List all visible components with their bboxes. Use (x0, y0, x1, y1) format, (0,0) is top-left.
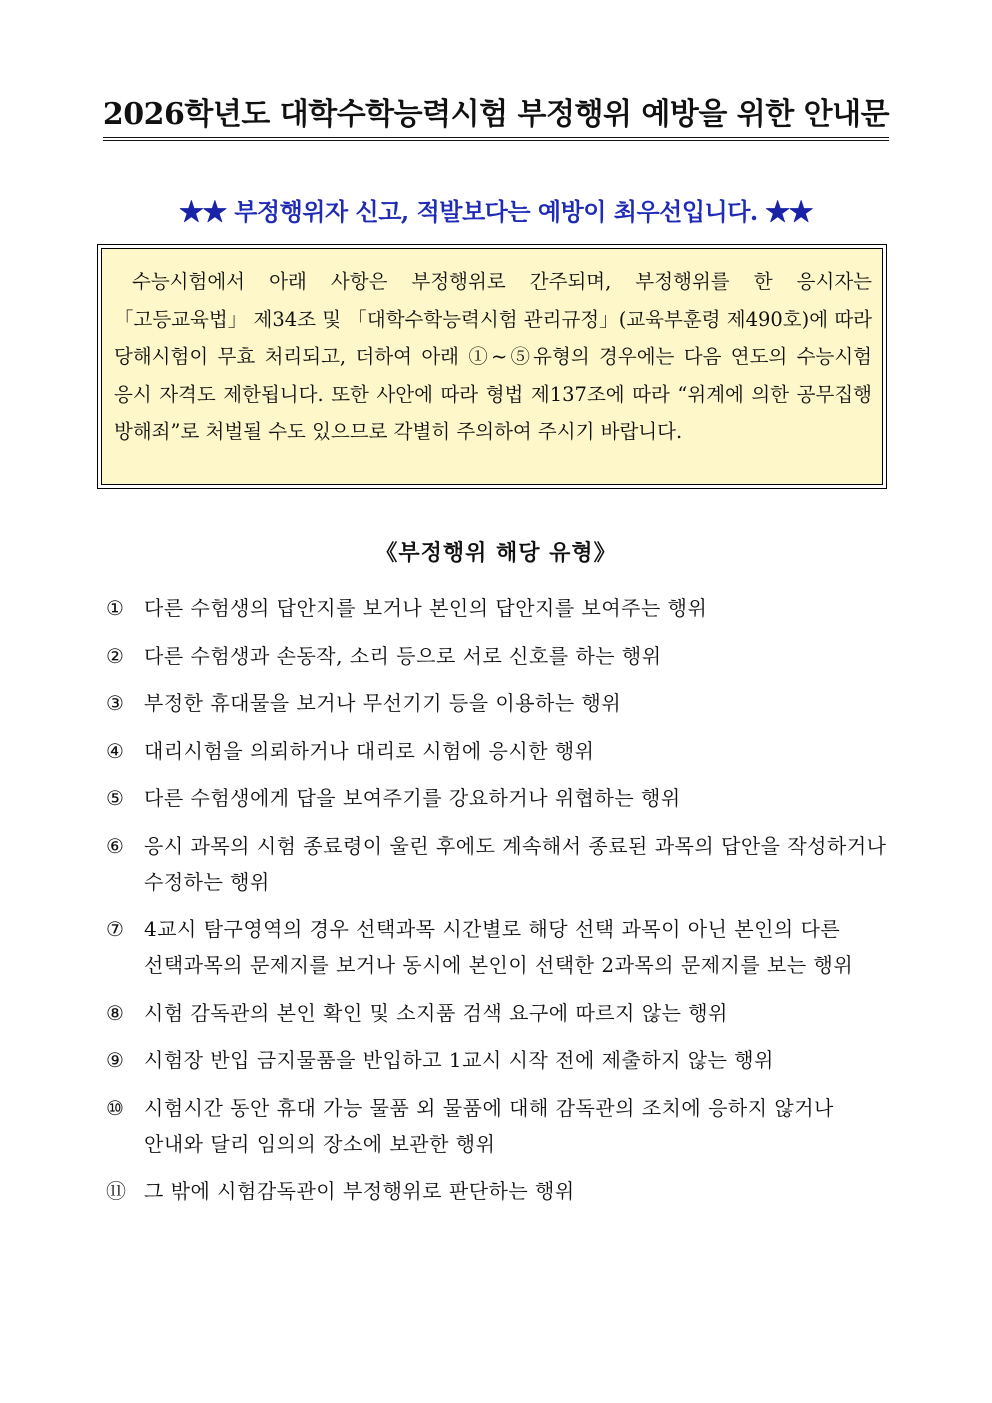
item-text: 부정한 휴대물을 보거나 무선기기 등을 이용하는 행위 (144, 691, 622, 715)
item-number: ⑧ (106, 1000, 125, 1025)
subtitle (0, 192, 992, 227)
item-text: 다른 수험생에게 답을 보여주기를 강요하거나 위협하는 행위 (144, 786, 681, 810)
list-item (106, 590, 898, 626)
notice-box-inner (101, 248, 883, 485)
list-item (106, 733, 898, 769)
list-item (106, 911, 898, 983)
document-title-block (0, 96, 992, 141)
item-number: ① (106, 596, 125, 620)
item-text: 4교시 탐구영역의 경우 선택과목 시간별로 해당 선택 과목이 아닌 본인의 다른 선택과목의 문제지를 보거나 동시에 본인이 선택한 2과목의 문제지를 보는 행위 (144, 917, 854, 977)
list-item (106, 995, 898, 1031)
star-icon-left: ★★ (179, 197, 227, 226)
list-item (106, 638, 898, 674)
item-number: ⑩ (106, 1095, 125, 1120)
item-text: 시험장 반입 금지물품을 반입하고 1교시 시작 전에 제출하지 않는 행위 (144, 1048, 774, 1072)
item-number: ⑥ (106, 833, 125, 858)
list-item (106, 1042, 898, 1078)
item-text: 그 밖에 시험감독관이 부정행위로 판단하는 행위 (144, 1179, 575, 1203)
item-number: ② (106, 643, 125, 668)
item-text: 다른 수험생과 손동작, 소리 등으로 서로 신호를 하는 행위 (144, 643, 662, 668)
star-icon-right: ★★ (765, 197, 813, 226)
document-title: 2026학년도 대학수학능력시험 부정행위 예방을 위한 안내문 (103, 96, 889, 141)
item-number: ⑪ (106, 1179, 127, 1203)
item-number: ③ (106, 691, 125, 715)
list-item (106, 780, 898, 816)
item-text: 응시 과목의 시험 종료령이 울린 후에도 계속해서 종료된 과목의 답안을 작성하거나 수정하는 행위 (144, 833, 887, 894)
notice-text: 수능시험에서 아래 사항은 부정행위로 간주되며, 부정행위를 한 응시자는 「고등교육법」 제34조 및 「대학수학능력시험 관리규정」(교육부훈령 제490호)에 따라 당해시험이 무효 처리되고, 더하여 아래 ①~⑤유형의 경우에는 다음 연도의 수능시험 응시 자격도 제한됩니다. 또한 사안에 따라 형법 제137조에 따라 “위계에 의한 공무집행 방해죄”로 처벌될 수도 있으므로 각별히 주의하여 주시기 바랍니다. (114, 270, 872, 443)
list-item (106, 828, 898, 900)
violation-list (106, 590, 898, 1221)
item-text: 시험시간 동안 휴대 가능 물품 외 물품에 대해 감독관의 조치에 응하지 않거나 안내와 달리 임의의 장소에 보관한 행위 (144, 1095, 834, 1156)
item-text: 다른 수험생의 답안지를 보거나 본인의 답안지를 보여주는 행위 (144, 596, 708, 620)
item-text: 대리시험을 의뢰하거나 대리로 시험에 응시한 행위 (144, 738, 595, 763)
item-number: ⑤ (106, 786, 125, 810)
section-heading: 《부정행위 해당 유형》 (375, 540, 617, 566)
list-item (106, 1173, 898, 1209)
subtitle-text: 부정행위자 신고, 적발보다는 예방이 최우선입니다. (234, 197, 758, 226)
item-number: ⑦ (106, 917, 125, 941)
notice-box (97, 244, 887, 489)
item-number: ⑨ (106, 1048, 125, 1072)
list-item (106, 685, 898, 721)
item-text: 시험 감독관의 본인 확인 및 소지품 검색 요구에 따르지 않는 행위 (144, 1000, 728, 1025)
item-number: ④ (106, 738, 125, 763)
list-item (106, 1090, 898, 1162)
